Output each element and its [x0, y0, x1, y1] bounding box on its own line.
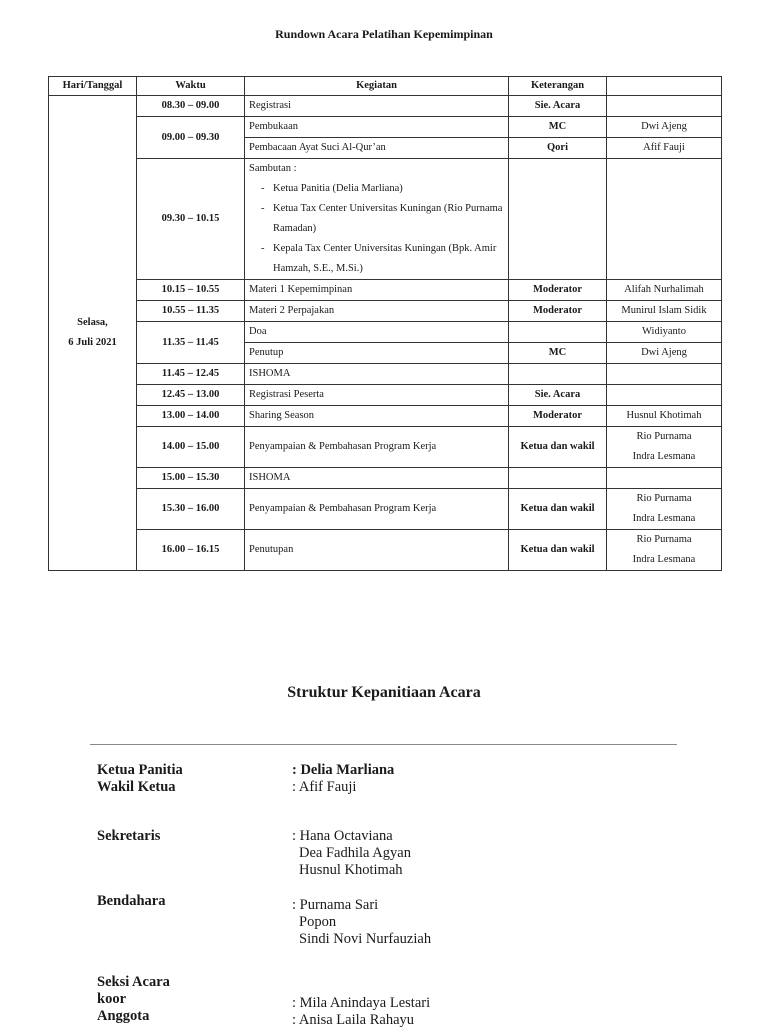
person-name: Rio Purnama: [636, 534, 692, 545]
table-row: [49, 427, 722, 468]
note-cell: MC: [509, 117, 607, 138]
person-cell: Widiyanto: [607, 322, 722, 343]
activity-cell: ISHOMA: [245, 364, 509, 385]
person-cell: [607, 489, 722, 530]
person-cell: [607, 468, 722, 489]
activity-cell: Doa: [245, 322, 509, 343]
person-name: Rio Purnama: [636, 431, 692, 442]
role-label: Sekretaris: [97, 828, 161, 844]
activity-cell: Penutupan: [245, 530, 509, 571]
person-cell: Munirul Islam Sidik: [607, 301, 722, 322]
table-row: [49, 468, 722, 489]
activity-cell: Sharing Season: [245, 406, 509, 427]
role-label: Seksi Acara: [97, 974, 170, 990]
member-name: : Purnama Sari: [292, 897, 379, 913]
note-cell: [509, 159, 607, 280]
person-name: Rio Purnama: [636, 493, 692, 504]
time-cell: 13.00 – 14.00: [137, 406, 245, 427]
person-cell: [607, 530, 722, 571]
table-row: [49, 530, 722, 571]
note-cell: [509, 468, 607, 489]
person-cell: [607, 96, 722, 117]
member-name: Popon: [299, 914, 337, 930]
table-row: [49, 322, 722, 343]
table-row: [49, 280, 722, 301]
table-row: [49, 96, 722, 117]
note-cell: Ketua dan wakil: [509, 427, 607, 468]
header-hari-tanggal: Hari/Tanggal: [49, 77, 137, 96]
note-cell: Moderator: [509, 301, 607, 322]
person-cell: [607, 427, 722, 468]
person-cell: Dwi Ajeng: [607, 343, 722, 364]
note-cell: Qori: [509, 138, 607, 159]
day-date: 6 Juli 2021: [68, 337, 117, 348]
activity-cell: Pembacaan Ayat Suci Al-Qur’an: [245, 138, 509, 159]
role-label: koor: [97, 991, 126, 1007]
note-cell: Sie. Acara: [509, 96, 607, 117]
note-cell: Ketua dan wakil: [509, 489, 607, 530]
table-row: [49, 117, 722, 138]
time-cell: 11.45 – 12.45: [137, 364, 245, 385]
table-row: [49, 406, 722, 427]
role-value: : Mila Anindaya Lestari: [292, 995, 431, 1011]
committee-title: Struktur Kepanitiaan Acara: [287, 684, 481, 701]
note-cell: MC: [509, 343, 607, 364]
table-row: [49, 489, 722, 530]
header-keterangan: Keterangan: [509, 77, 607, 96]
activity-cell: Materi 2 Perpajakan: [245, 301, 509, 322]
day-name: Selasa,: [77, 317, 108, 328]
time-cell: 16.00 – 16.15: [137, 530, 245, 571]
note-cell: Moderator: [509, 406, 607, 427]
table-row: [49, 364, 722, 385]
person-cell: [607, 364, 722, 385]
role-names: [292, 828, 411, 879]
sambutan-label: Sambutan :: [249, 163, 297, 174]
person-cell: Dwi Ajeng: [607, 117, 722, 138]
activity-cell: Pembukaan: [245, 117, 509, 138]
note-cell: [509, 364, 607, 385]
note-cell: Ketua dan wakil: [509, 530, 607, 571]
table-header-row: [49, 77, 722, 96]
role-value: : Delia Marliana: [292, 762, 395, 778]
rundown-title: Rundown Acara Pelatihan Kepemimpinan: [275, 27, 493, 41]
time-cell: 12.45 – 13.00: [137, 385, 245, 406]
role-label: Anggota: [97, 1008, 150, 1024]
list-item: - Kepala Tax Center Universitas Kuningan (Bpk. Amir Hamzah, S.E., M.Si.): [261, 239, 504, 279]
time-cell: 10.15 – 10.55: [137, 280, 245, 301]
time-cell: 15.00 – 15.30: [137, 468, 245, 489]
member-name: : Hana Octaviana: [292, 828, 393, 844]
sambutan-list: [249, 179, 504, 279]
role-label: Ketua Panitia: [97, 762, 183, 778]
time-cell: 14.00 – 15.00: [137, 427, 245, 468]
header-blank: [607, 77, 722, 96]
role-value: : Afif Fauji: [292, 779, 357, 795]
person-cell: Husnul Khotimah: [607, 406, 722, 427]
activity-cell: Penyampaian & Pembahasan Program Kerja: [245, 427, 509, 468]
header-waktu: Waktu: [137, 77, 245, 96]
table-row: [49, 385, 722, 406]
time-cell: 08.30 – 09.00: [137, 96, 245, 117]
time-cell: 09.00 – 09.30: [137, 117, 245, 159]
role-names: [292, 897, 431, 948]
time-cell: 15.30 – 16.00: [137, 489, 245, 530]
rundown-table: [48, 76, 722, 571]
list-item: - Ketua Tax Center Universitas Kuningan (Rio Purnama Ramadan): [261, 199, 504, 239]
note-cell: Sie. Acara: [509, 385, 607, 406]
day-cell: [49, 96, 137, 571]
time-cell: 11.35 – 11.45: [137, 322, 245, 364]
role-value: : Anisa Laila Rahayu: [292, 1012, 415, 1028]
member-name: Husnul Khotimah: [299, 862, 403, 878]
time-cell: 10.55 – 11.35: [137, 301, 245, 322]
role-label: Wakil Ketua: [97, 779, 176, 795]
member-name: Dea Fadhila Agyan: [299, 845, 411, 861]
person-name: Indra Lesmana: [632, 513, 696, 524]
activity-cell: Registrasi Peserta: [245, 385, 509, 406]
time-cell: 09.30 – 10.15: [137, 159, 245, 280]
role-label: Bendahara: [97, 893, 166, 909]
header-kegiatan: Kegiatan: [245, 77, 509, 96]
activity-cell: [245, 159, 509, 280]
member-name: Sindi Novi Nurfauziah: [299, 931, 432, 947]
list-item: - Ketua Panitia (Delia Marliana): [261, 179, 504, 199]
activity-cell: ISHOMA: [245, 468, 509, 489]
table-row: [49, 301, 722, 322]
activity-cell: Registrasi: [245, 96, 509, 117]
person-cell: Alifah Nurhalimah: [607, 280, 722, 301]
person-name: Indra Lesmana: [632, 554, 696, 565]
activity-cell: Penutup: [245, 343, 509, 364]
person-cell: [607, 385, 722, 406]
note-cell: [509, 322, 607, 343]
person-name: Indra Lesmana: [632, 451, 696, 462]
note-cell: Moderator: [509, 280, 607, 301]
person-cell: [607, 159, 722, 280]
person-cell: Afif Fauji: [607, 138, 722, 159]
divider: [90, 744, 677, 745]
activity-cell: Penyampaian & Pembahasan Program Kerja: [245, 489, 509, 530]
table-row: [49, 159, 722, 280]
activity-cell: Materi 1 Kepemimpinan: [245, 280, 509, 301]
